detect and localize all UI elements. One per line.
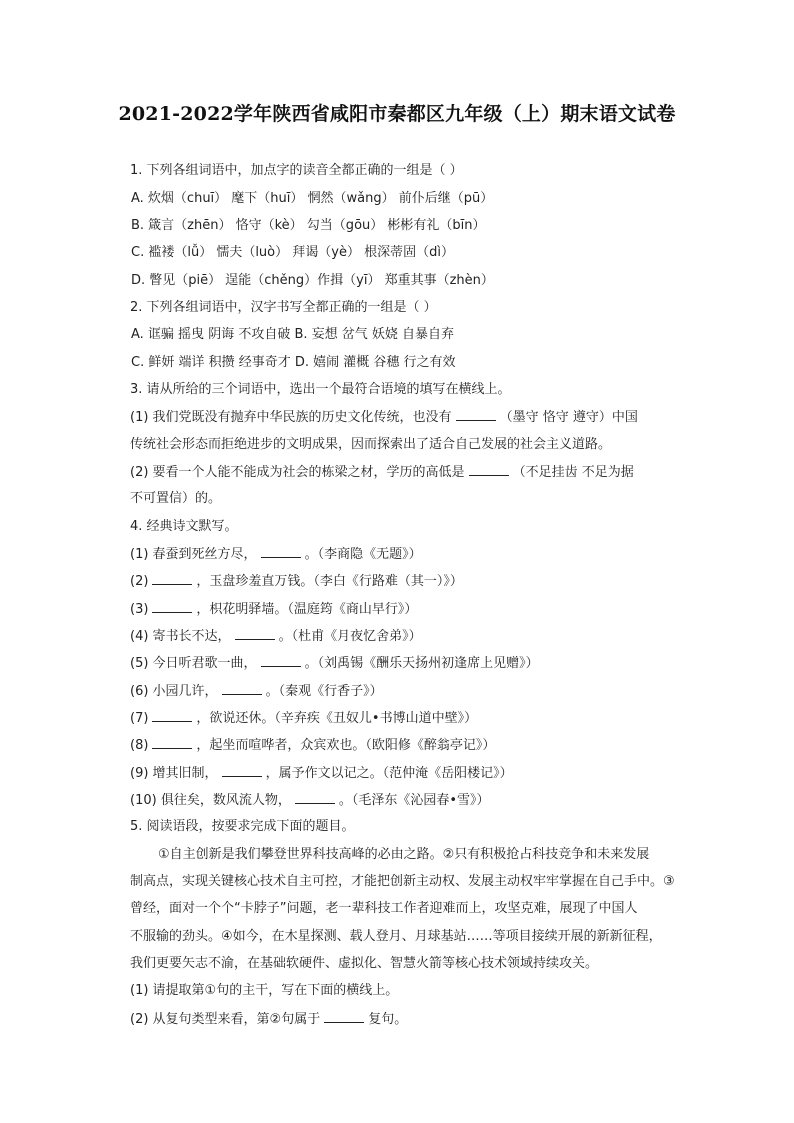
q1-option-b: B. 箴言（zhēn） 恪守（kè） 勾当（gōu） 彬彬有礼（bīn） xyxy=(131,218,486,233)
q5-stem: 5. 阅读语段，按要求完成下面的题目。 xyxy=(130,819,355,834)
q4-8-text: (8) xyxy=(130,738,149,753)
answer-blank xyxy=(152,709,192,722)
q3-stem: 3. 请从所给的三个词语中，选出一个最符合语境的填写在横线上。 xyxy=(130,382,511,397)
answer-blank xyxy=(152,600,192,613)
q4-4-source: 。（杜甫《月夜忆舍弟》） xyxy=(278,629,422,644)
q4-line-1 xyxy=(130,545,422,564)
q4-3-text: (3) xyxy=(130,602,149,617)
answer-blank xyxy=(261,545,301,558)
q5-passage-line-2: 制高点，实现关键核心技术自主可控，才能把创新主动权、发展主动权牢牢掌握在自己手中。③ xyxy=(130,874,675,889)
q5-passage-line-1: ①自主创新是我们攀登世界科技高峰的必由之路。②只有积极抢占科技竞争和未来发展 xyxy=(158,847,650,862)
q5-passage-line-4: 不服输的劲头。④如今，在木星探测、载人登月、月球基站……等项目接续开展的新新征程， xyxy=(130,929,662,944)
q4-1-source: 。（李商隐《无题》） xyxy=(304,547,422,562)
answer-blank xyxy=(456,408,496,421)
q1-option-d: D. 瞥见（piē） 逞能（chěng）作揖（yī） 郑重其事（zhèn） xyxy=(131,273,494,288)
answer-blank xyxy=(235,627,275,640)
q4-4-text: (4) 寄书长不达， xyxy=(130,629,231,644)
q3-item1-cont: 传统社会形态而拒绝进步的文明成果，因而探索出了适合自己发展的社会主义道路。 xyxy=(130,437,612,452)
page-title: 2021-2022学年陕西省咸阳市秦都区九年级（上）期末语文试卷 xyxy=(118,103,676,125)
q5-sub-2 xyxy=(130,1010,407,1029)
q2-options-ab: A. 诓骗 摇曳 阴诲 不攻自破 B. 妄想 岔气 妖娆 自暴自弃 xyxy=(131,327,455,342)
q4-line-9 xyxy=(130,764,513,783)
q4-8-source: ，起坐而喧哗者，众宾欢也。（欧阳修《醉翁亭记》） xyxy=(196,738,496,753)
q3-item2-text: (2) 要看一个人能不能成为社会的栋梁之材，学历的高低是 xyxy=(130,465,465,480)
q4-line-3 xyxy=(130,600,417,619)
q4-line-8 xyxy=(130,736,495,755)
q3-item2-options: （不足挂齿 不足为据 xyxy=(512,465,634,480)
q4-1-text: (1) 春蚕到死丝方尽， xyxy=(130,547,257,562)
q4-9-text: (9) 增其旧制， xyxy=(130,766,218,781)
q1-stem: 1. 下列各组词语中，加点字的读音全都正确的一组是（ ） xyxy=(130,163,463,178)
q4-10-text: (10) 俱往矣，数风流人物， xyxy=(130,793,291,808)
q3-item2-cont: 不可置信）的。 xyxy=(130,491,222,506)
q4-line-5 xyxy=(130,654,539,673)
q5-passage-line-5: 我们更要矢志不渝，在基础软硬件、虚拟化、智慧火箭等核心技术领域持续攻关。 xyxy=(130,956,599,971)
q1-option-a: A. 炊烟（chuī） 麾下（huī） 惘然（wǎng） 前仆后继（pū） xyxy=(131,191,494,206)
q3-item1 xyxy=(130,408,638,427)
answer-blank xyxy=(261,654,301,667)
q5-sub-2-tail: 复句。 xyxy=(368,1012,408,1027)
q4-line-2 xyxy=(130,572,463,591)
answer-blank xyxy=(295,791,335,804)
q3-item2 xyxy=(130,463,634,482)
q4-2-source: ，玉盘珍羞直万钱。（李白《行路难（其一）》） xyxy=(196,574,463,589)
q4-5-text: (5) 今日听君歌一曲， xyxy=(130,656,257,671)
q4-stem: 4. 经典诗文默写。 xyxy=(130,519,238,534)
q4-line-10 xyxy=(130,791,490,810)
q4-line-4 xyxy=(130,627,422,646)
q2-stem: 2. 下列各组词语中，汉字书写全都正确的一组是（ ） xyxy=(130,300,437,315)
q4-7-text: (7) xyxy=(130,711,149,726)
q3-item1-text: (1) 我们党既没有抛弃中华民族的历史文化传统，也没有 xyxy=(130,410,452,425)
answer-blank xyxy=(324,1010,364,1023)
q5-sub-2-text: (2) 从复句类型来看，第②句属于 xyxy=(130,1012,321,1027)
q5-sub-1: (1) 请提取第①句的主干，写在下面的横线上。 xyxy=(130,983,399,998)
q1-option-c: C. 褴褛（lǚ） 懦夫（luò） 拜谒（yè） 根深蒂固（dì） xyxy=(131,245,454,260)
q4-7-source: ，欲说还休。（辛弃疾《丑奴儿•书博山道中壁》） xyxy=(196,711,478,726)
q4-5-source: 。（刘禹锡《酬乐天扬州初逢席上见赠》） xyxy=(304,656,539,671)
answer-blank xyxy=(222,682,262,695)
q2-options-cd: C. 鲜妍 端详 积攒 经事奇才 D. 嬉闹 灌概 谷穗 行之有效 xyxy=(131,355,456,370)
answer-blank xyxy=(222,764,262,777)
q4-9-source: ，属予作文以记之。（范仲淹《岳阳楼记》） xyxy=(265,766,513,781)
answer-blank xyxy=(152,736,192,749)
q5-passage-line-3: 曾经，面对一个个“卡脖子”问题，老一辈科技工作者迎难而上，攻坚克难，展现了中国人 xyxy=(130,901,638,916)
q3-item1-options: （墨守 恪守 遵守）中国 xyxy=(499,410,638,425)
q4-line-7 xyxy=(130,709,477,728)
q4-3-source: ，枳花明驿墙。（温庭筠《商山早行》） xyxy=(196,602,418,617)
answer-blank xyxy=(152,572,192,585)
q4-6-text: (6) 小园几许， xyxy=(130,684,218,699)
q4-6-source: 。（秦观《行香子》） xyxy=(265,684,383,699)
answer-blank xyxy=(469,463,509,476)
q4-10-source: 。（毛泽东《沁园春•雪》） xyxy=(338,793,490,808)
q4-line-6 xyxy=(130,682,383,701)
q4-2-text: (2) xyxy=(130,574,149,589)
